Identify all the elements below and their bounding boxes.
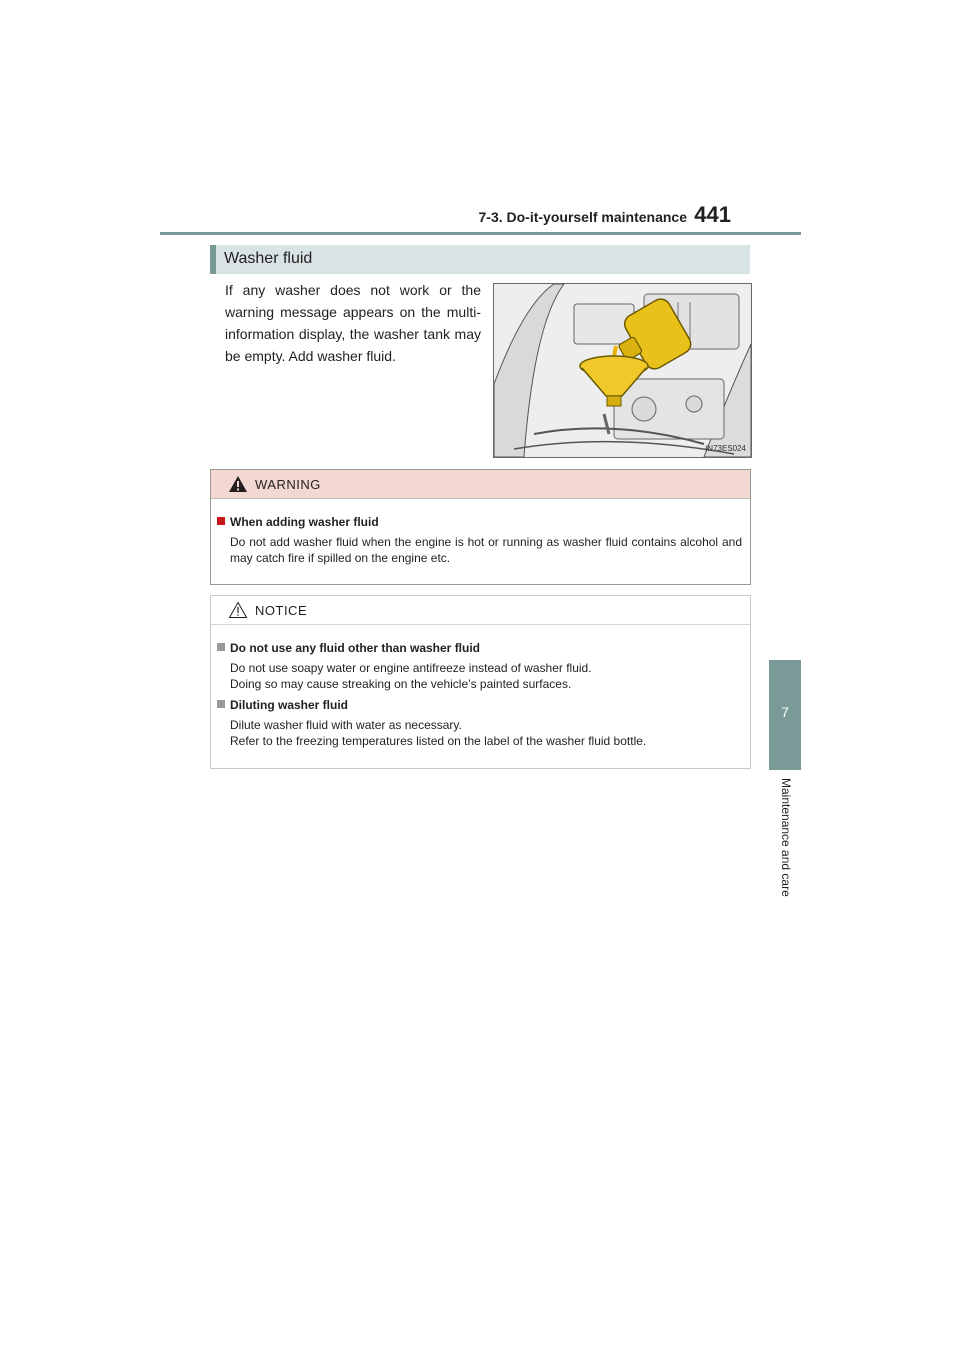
notice-item-line: Refer to the freezing temperatures listed on the label of the washer fluid bottle. [230, 734, 647, 748]
notice-item-title: Diluting washer fluid [217, 697, 742, 713]
bullet-square-icon [217, 700, 225, 708]
warning-box [210, 469, 751, 585]
notice-item-line: Doing so may cause streaking on the vehicle’s painted surfaces. [230, 677, 572, 691]
warning-item-title: When adding washer fluid [217, 514, 742, 530]
section-heading [210, 245, 750, 274]
notice-item-line: Dilute washer fluid with water as necessary. [230, 718, 462, 732]
header-title: 7-3. Do-it-yourself maintenance [478, 209, 687, 225]
engine-bay-drawing [494, 284, 751, 457]
section-title: Washer fluid [224, 250, 313, 267]
notice-item-body [217, 660, 742, 692]
chapter-number: 7 [781, 704, 789, 720]
section-heading-bar [210, 245, 216, 274]
page-number: 441 [694, 202, 731, 227]
chapter-label-container [773, 778, 797, 953]
warning-header [211, 470, 750, 499]
chapter-label: Maintenance and care [779, 778, 793, 897]
chapter-tab [769, 660, 801, 770]
header-rule [160, 232, 801, 235]
notice-item-body [217, 717, 742, 749]
warning-triangle-icon [228, 475, 248, 493]
warning-item-body: Do not add washer fluid when the engine is hot or running as washer fluid contains alcohol and may catch fire if spilled on the engine etc. [230, 535, 742, 565]
illustration-code: IN73ES024 [705, 444, 746, 453]
bullet-square-icon [217, 643, 225, 651]
intro-text: If any washer does not work or the warning message appears on the multi-information display, the washer tank may be empty. Add washer fluid. [225, 282, 481, 364]
warning-item [217, 514, 742, 566]
washer-fluid-illustration [493, 283, 752, 458]
bullet-square-icon [217, 517, 225, 525]
notice-title: NOTICE [255, 603, 308, 618]
warning-title: WARNING [255, 477, 321, 492]
notice-item [217, 640, 742, 692]
notice-item-title: Do not use any fluid other than washer fluid [217, 640, 742, 656]
caution-triangle-icon [228, 601, 248, 619]
notice-item [217, 697, 742, 749]
page-header [160, 202, 801, 235]
notice-header [211, 596, 750, 625]
notice-box [210, 595, 751, 769]
notice-item-line: Do not use soapy water or engine antifreeze instead of washer fluid. [230, 661, 592, 675]
